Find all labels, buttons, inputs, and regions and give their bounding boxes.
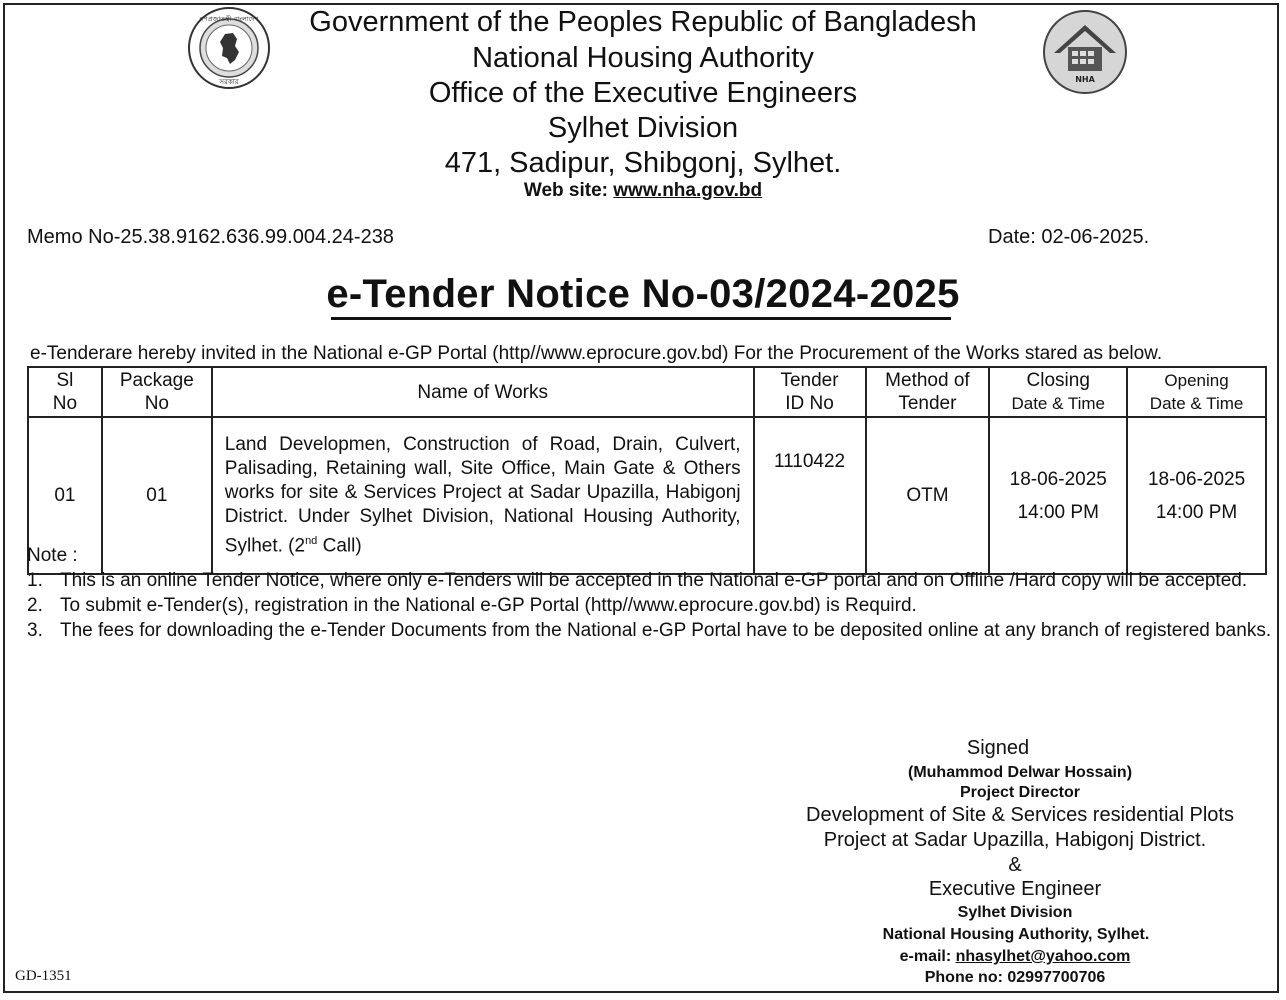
memo-date: Date: 02-06-2025.: [988, 226, 1150, 248]
cell-method: OTM: [866, 417, 990, 574]
tender-table: [27, 366, 1267, 575]
website-link[interactable]: www.nha.gov.bd: [613, 180, 763, 201]
signature-email: e-mail: nhasylhet@yahoo.com: [899, 948, 1131, 965]
notes-list: [27, 569, 1272, 644]
signature-division: Sylhet Division: [957, 904, 1073, 921]
cell-closing: 18-06-2025 14:00 PM: [989, 417, 1127, 574]
note-item: 2. To submit e-Tender(s), registration in the National e-GP Portal (http//www.eprocure.gov.bd) is Requird.: [27, 595, 917, 616]
website-line: [0, 180, 1286, 202]
cell-opening: 18-06-2025 14:00 PM: [1127, 417, 1266, 574]
header-authority: National Housing Authority: [472, 42, 814, 74]
col-works: Name of Works: [212, 367, 754, 417]
intro-text: e-Tenderare hereby invited in the National e-GP Portal (http//www.eprocure.gov.bd) For the Procurement of the Works stared as below.: [30, 343, 1163, 364]
project-line-2: Project at Sadar Upazilla, Habigonj District.: [823, 829, 1207, 851]
cell-works: Land Developmen, Construction of Road, Drain, Culvert, Palisading, Retaining wall, Site Office, Main Gate & Others works for site & Services Project at Sadar Upazilla, Habigonj District. Under Sylhet Division, National Housing Authority, Sylhet. (2nd Call): [212, 417, 754, 574]
header-government: Government of the Peoples Republic of Bangladesh: [309, 6, 977, 38]
footer-code: GD-1351: [15, 968, 72, 984]
svg-text:NHA: NHA: [1075, 75, 1095, 84]
signed-label: Signed: [966, 737, 1030, 759]
col-package: Package No: [102, 367, 212, 417]
table-header-row: [28, 367, 1266, 417]
notes-heading: Note :: [27, 545, 78, 566]
website-label: Web site:: [523, 180, 608, 201]
note-item: 1. This is an online Tender Notice, where only e-Tenders will be accepted in the National e-GP portal and on Offline /Hard copy will be accepted.: [27, 570, 1248, 591]
signatory-name: (Muhammod Delwar Hossain): [907, 764, 1133, 781]
cell-tender-id: 1110422: [754, 417, 866, 574]
col-opening: Opening Date & Time: [1127, 367, 1266, 417]
col-closing: Closing Date & Time: [989, 367, 1127, 417]
cell-sl: 01: [28, 417, 102, 574]
notice-title: e-Tender Notice No-03/2024-2025: [326, 272, 960, 316]
header-office: Office of the Executive Engineers: [428, 77, 858, 109]
title-underline: [331, 317, 951, 320]
col-method: Method of Tender: [866, 367, 990, 417]
executive-engineer-title: Executive Engineer: [928, 878, 1102, 900]
project-line-1: Development of Site & Services residential Plots: [806, 804, 1234, 826]
signature-org: National Housing Authority, Sylhet.: [882, 926, 1150, 943]
signature-phone: Phone no: 02997700706: [924, 969, 1106, 986]
svg-text:সরকার: সরকার: [219, 78, 239, 86]
header-address: 471, Sadipur, Shibgonj, Sylhet.: [444, 147, 842, 179]
header-division: Sylhet Division: [547, 112, 739, 144]
memo-number: Memo No-25.38.9162.636.99.004.24-238: [27, 226, 394, 248]
seal-text: গণপ্রজাতন্ত্রী বাংলাদেশ: [199, 15, 259, 23]
email-link[interactable]: nhasylhet@yahoo.com: [955, 948, 1131, 965]
col-sl: Sl No: [28, 367, 102, 417]
ampersand: &: [1008, 854, 1022, 876]
cell-package: 01: [102, 417, 212, 574]
table-row: [28, 417, 1266, 574]
col-tender-id: Tender ID No: [754, 367, 866, 417]
note-item: 3. The fees for downloading the e-Tender Documents from the National e-GP Portal have to be deposited online at any branch of registered banks.: [27, 620, 1272, 641]
signatory-designation: Project Director: [959, 784, 1081, 801]
